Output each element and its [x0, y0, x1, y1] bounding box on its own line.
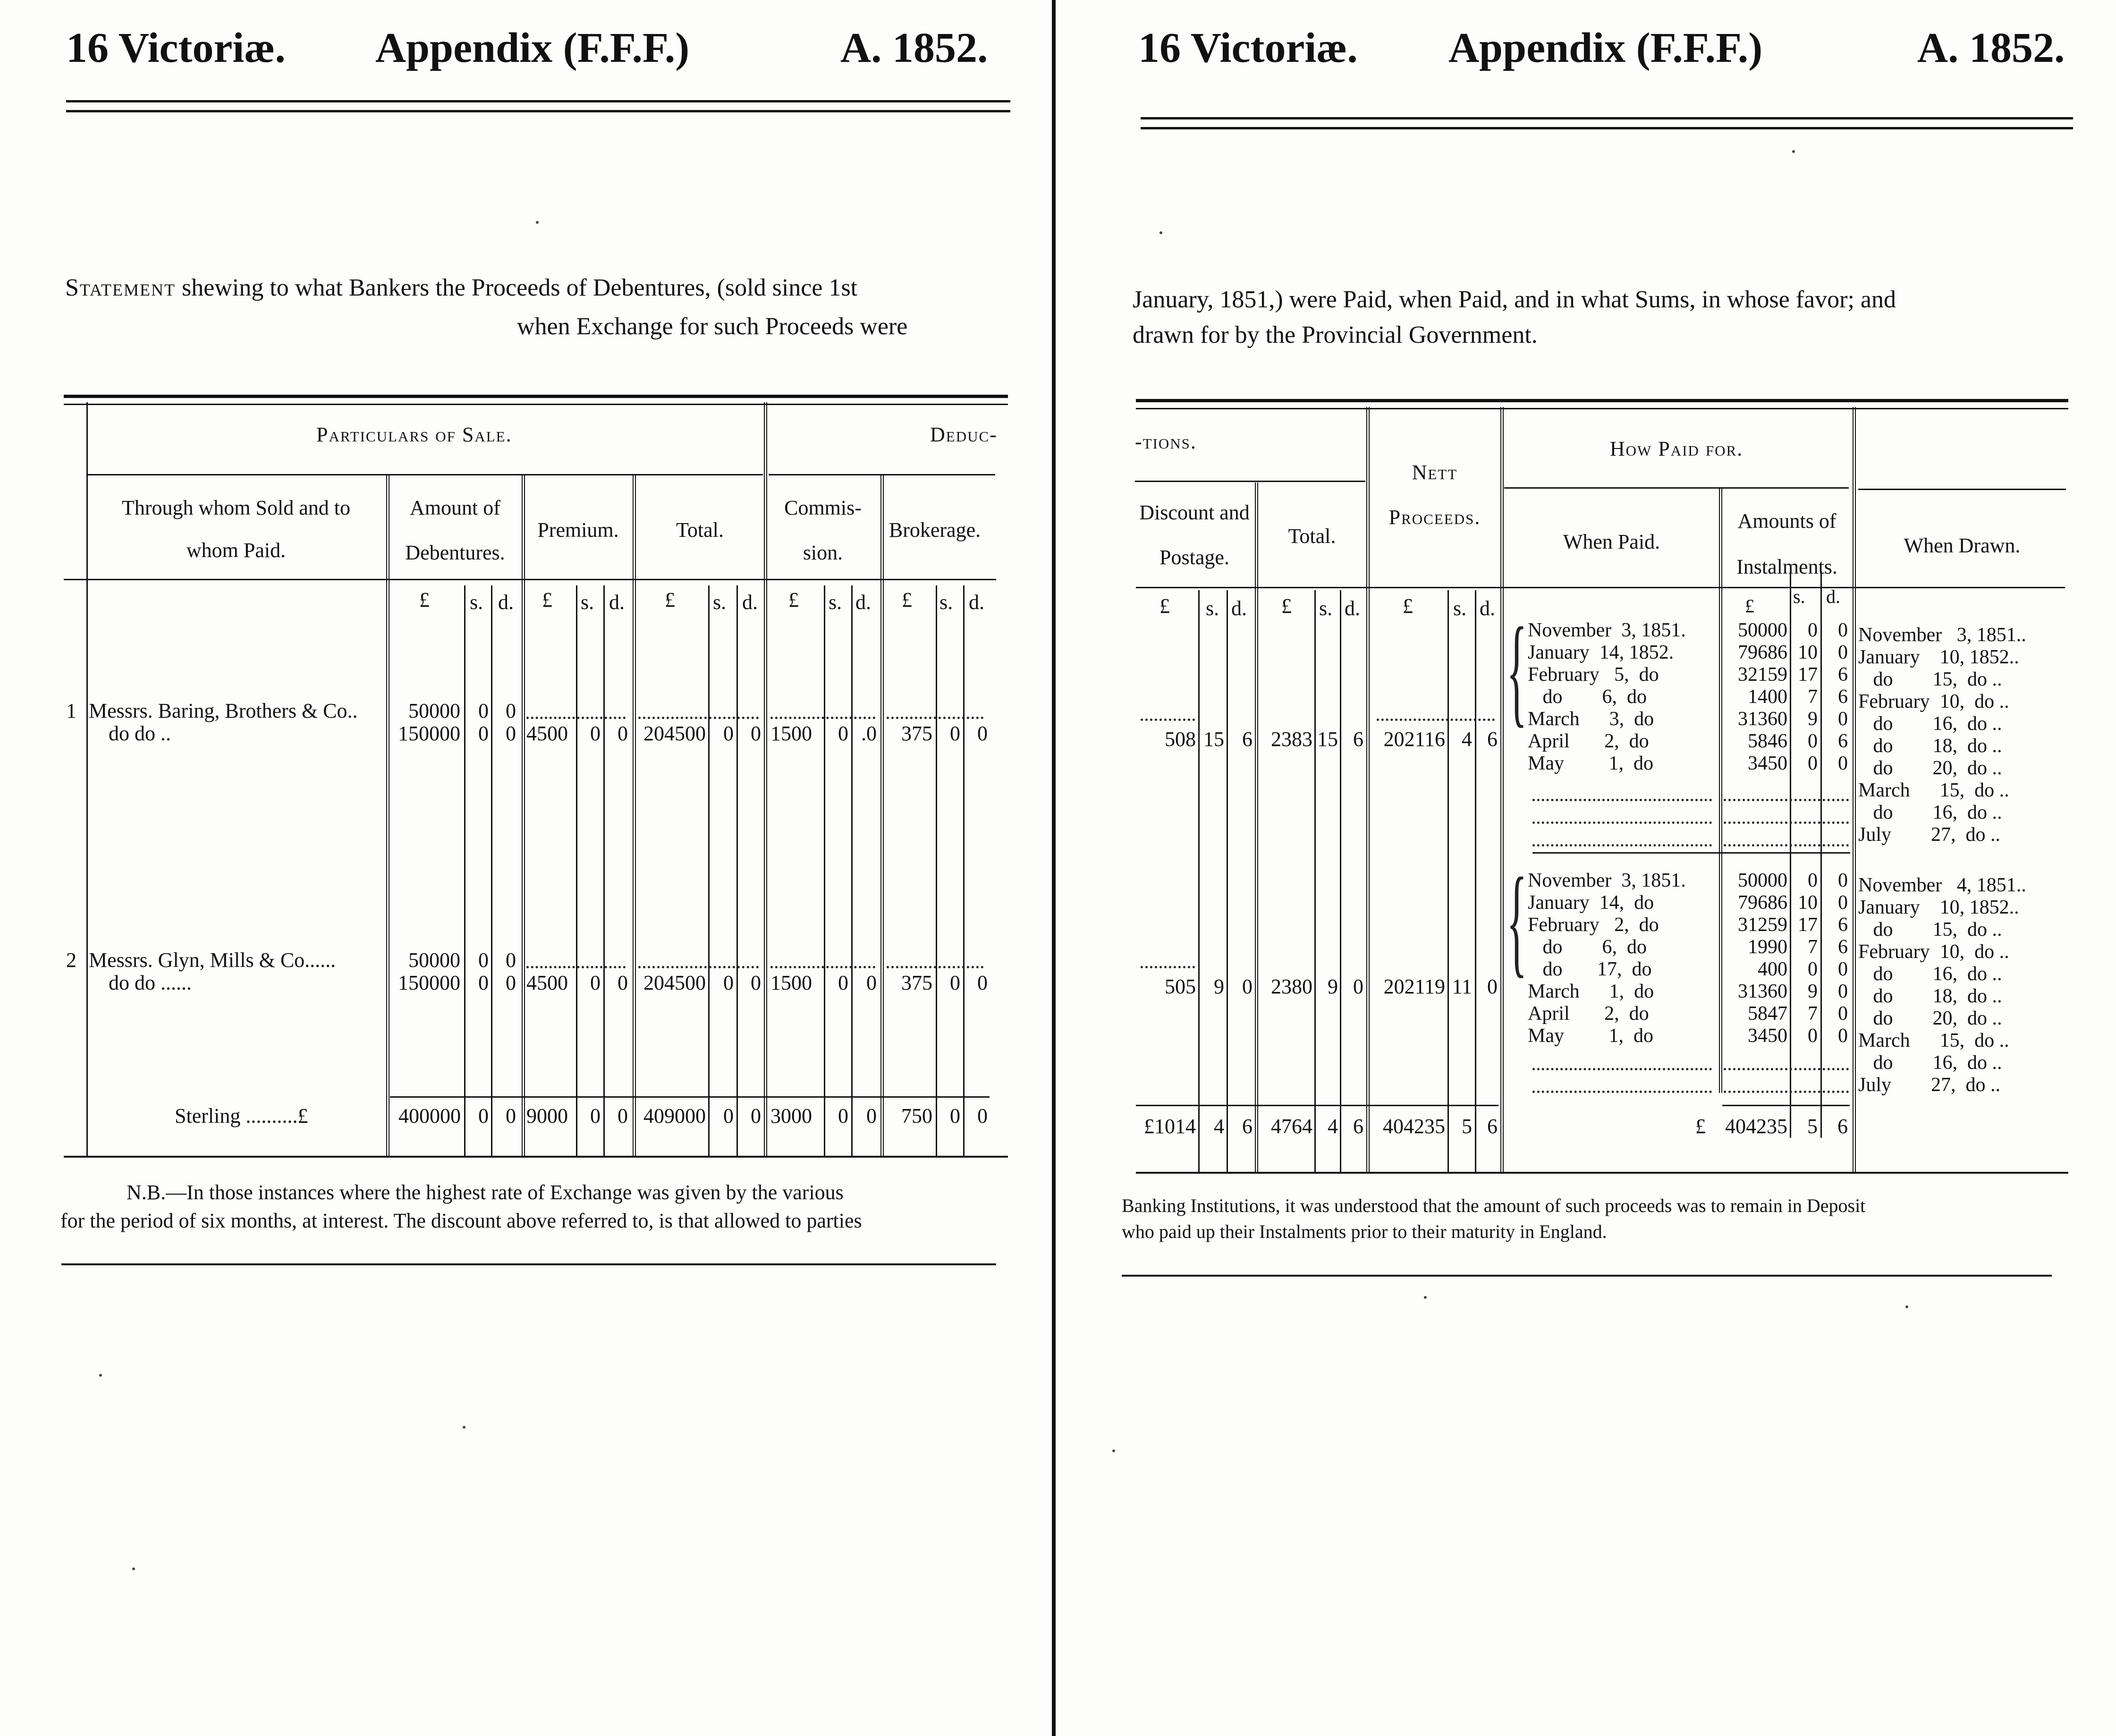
note-line1: Banking Institutions, it was understood that the amount of such proceeds was to remain in Deposit: [1122, 1195, 1866, 1216]
appendix-title: Appendix (F.F.F.): [375, 25, 690, 71]
tions-header: -tions.: [1135, 430, 1197, 453]
table-bottom-rule: [1136, 1172, 2068, 1174]
statement-line1: Statement shewing to what Bankers the Proceeds of Debentures, (sold since 1st: [65, 274, 858, 301]
particulars-header: Particulars of Sale.: [316, 423, 512, 446]
year-header: A. 1852.: [1917, 25, 2065, 71]
col-amounts-2: Instalments.: [1736, 555, 1837, 578]
col-discount-1: Discount and: [1139, 501, 1250, 524]
table-top-rule: [64, 395, 1008, 405]
col-through-1: Through whom Sold and to: [122, 496, 350, 519]
col-commission-1: Commis-: [784, 496, 862, 519]
col-when-drawn: When Drawn.: [1904, 534, 2021, 557]
when-drawn-list: November 3, 1851.. January 10, 1852.. do 15, do .. February 10, do .. do 16, do .. do 18, do .. do 20, do .. March 15, do .. do 16, do .. July 27, do ..: [1858, 624, 2026, 846]
statement-line1: January, 1851,) were Paid, when Paid, and in what Sums, in whose favor; and: [1133, 286, 1896, 313]
note-rule: [61, 1263, 996, 1265]
table-bottom-rule: [64, 1156, 1008, 1158]
col-brokerage: Brokerage.: [889, 518, 981, 542]
banker-name: Messrs. Glyn, Mills & Co......: [89, 948, 336, 972]
col-when-paid: When Paid.: [1563, 530, 1660, 553]
how-paid-header: How Paid for.: [1609, 437, 1744, 460]
table-top-rule: [1136, 399, 2068, 409]
statement-line2: drawn for by the Provincial Government.: [1133, 322, 1538, 348]
note-line2: for the period of six months, at interest. The discount above referred to, is that allowed to parties: [60, 1209, 862, 1232]
statement-line2: when Exchange for such Proceeds were: [517, 313, 908, 340]
right-page: 16 Victoriæ. Appendix (F.F.F.) A. 1852. January, 1851,) were Paid, when Paid, and in what Sums, in whose favor; and drawn for by the Provincial Government. -tions. Discount and Postage. Total. Nett Proceeds. How Paid for. When Paid. Amounts of Instalments. When Drawn. £ s. d. £ s. d. £ s. d. £ s. d. 508 15 6 2383 15 6 202116 4 6 { November 3, 1851. January 14, 1852. February 5, do do 6, do March 3, do April 2, do May 1, do 50000 79686 32159 1400 31360 5846 3450 0 10 17 7 9 0 0 0 0 6 6 0 6 0 November 3, 1851.. January 10, 1852.. do 15, do .. February 10, do .. do 16, do .. do 18, do .. do 20, do .. March 15, do .. do 16, do .. July 27, do .. 505 9 0 2380 9 0 202119 11 0 { November 3, 1851. January 14, do February 2, do do 6, do do 17, do March 1, do April 2, do May 1, do 50000 79686 31259 1990 400 31360 5847 3450 0 10 17 7 0 9 7 0 0 0 6 6 0 0 0 0 November 4, 1851.. January 10, 1852.. do 15, do .. February 10, do .. do 16, do .. do 18, do .. do 20, do .. March 15, do .. do 16, do .. July 27, do .. £1014 4 6 4764 4 6 404235 5 6 £ 404235 5 6 Banking Institutions, it was understood that the amount of such proceeds was to remain in Deposit who paid up their Instalments prior to their maturity in England.: [1056, 0, 2116, 1736]
col-total: Total.: [676, 518, 724, 542]
left-page: 16 Victoriæ. Appendix (F.F.F.) A. 1852. Statement shewing to what Bankers the Proceeds of Debentures, (sold since 1st when Exchange for such Proceeds were Particulars of Sale. Deduc- Through whom Sold and to whom Paid. Amount of Debentures. Premium. Total. Commis- sion. Brokerage. £ s. d. £ s. d. £ s. d. £ s. d. £ s. d. 1 Messrs. Baring, Brothers & Co.. do do .. 50000 0 0 150000 0 0 4500 0 0 204500 0 0 1500 0 .0 375 0 0 2 Messrs. Glyn, Mills & Co...... do do ...... 50000 0 0 150000 0 0 4500 0 0 204500 0 0 1500 0 0 375 0 0 Sterling ..........£ 400000 0 0 9000 0 0 409000 0 0 3000 0 0 750 0 0 N.B.—In those instances where the highest rate of Exchange was given by the various for the period of six months, at interest. The discount above referred to, is that allowed to parties: [0, 0, 1052, 1736]
col-commission-2: sion.: [803, 541, 843, 564]
col-discount-2: Postage.: [1160, 546, 1229, 569]
session-header: 16 Victoriæ.: [1138, 25, 1358, 71]
col-amount-1: Amount of: [410, 496, 500, 519]
col-total: Total.: [1288, 525, 1336, 548]
col-through-2: whom Paid.: [186, 539, 286, 562]
header-rule: [66, 100, 1010, 112]
when-drawn-list: November 4, 1851.. January 10, 1852.. do 15, do .. February 10, do .. do 16, do .. do 18, do .. do 20, do .. March 15, do .. do 16, do .. July 27, do ..: [1858, 874, 2026, 1096]
session-header: 16 Victoriæ.: [66, 25, 286, 71]
when-paid-list: November 3, 1851. January 14, 1852. February 5, do do 6, do March 3, do April 2, do May 1, do: [1528, 619, 1686, 774]
deduc-header: Deduc-: [930, 423, 998, 446]
col-premium: Premium.: [537, 518, 619, 542]
appendix-title: Appendix (F.F.F.): [1448, 25, 1763, 71]
col-nett-1: Nett: [1412, 461, 1458, 484]
header-rule: [1141, 117, 2073, 129]
note-line2: who paid up their Instalments prior to their maturity in England.: [1122, 1221, 1607, 1242]
note-rule: [1122, 1275, 2052, 1277]
col-amount-2: Debentures.: [405, 541, 505, 564]
year-header: A. 1852.: [840, 25, 988, 71]
when-paid-list: November 3, 1851. January 14, do February 2, do do 6, do do 17, do March 1, do April 2, do May 1, do: [1528, 870, 1686, 1047]
col-nett-2: Proceeds.: [1388, 506, 1481, 529]
note-line1: N.B.—In those instances where the highest rate of Exchange was given by the various: [127, 1181, 844, 1204]
col-amounts-1: Amounts of: [1737, 509, 1837, 533]
unit-pound: £: [419, 588, 430, 611]
banker-name: Messrs. Baring, Brothers & Co..: [89, 699, 358, 722]
